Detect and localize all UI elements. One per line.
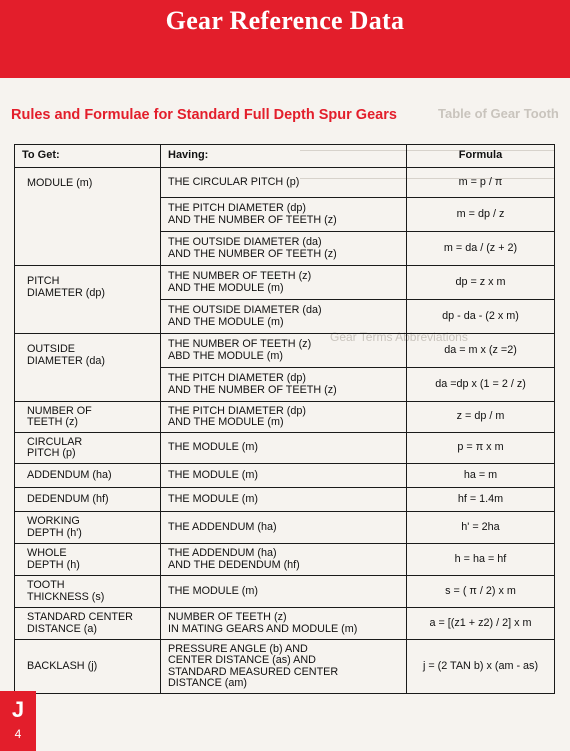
table-row bbox=[15, 402, 555, 433]
formula-cell: m = dp / z bbox=[407, 198, 555, 232]
to-get-cell: DEDENDUM (hf) bbox=[15, 488, 161, 512]
formula-table bbox=[14, 144, 555, 694]
having-cell: THE PITCH DIAMETER (dp) AND THE NUMBER OF TEETH (z) bbox=[161, 368, 407, 402]
having-cell: THE MODULE (m) bbox=[161, 488, 407, 512]
having-cell: THE ADDENDUM (ha) AND THE DEDENDUM (hf) bbox=[161, 544, 407, 576]
having-cell: THE MODULE (m) bbox=[161, 433, 407, 464]
formula-cell: a = [(z1 + z2) / 2] x m bbox=[407, 608, 555, 640]
formula-cell: m = da / (z + 2) bbox=[407, 232, 555, 266]
having-cell: THE CIRCULAR PITCH (p) bbox=[161, 168, 407, 198]
table-row bbox=[15, 608, 555, 640]
having-cell: THE NUMBER OF TEETH (z) AND THE MODULE (m) bbox=[161, 266, 407, 300]
column-header-to-get: To Get: bbox=[15, 145, 161, 168]
formula-cell: h' = 2ha bbox=[407, 512, 555, 544]
to-get-cell: NUMBER OF TEETH (z) bbox=[15, 402, 161, 433]
having-cell: THE MODULE (m) bbox=[161, 464, 407, 488]
page-header bbox=[0, 0, 570, 78]
having-cell: THE NUMBER OF TEETH (z) ABD THE MODULE (m) bbox=[161, 334, 407, 368]
to-get-cell: MODULE (m) bbox=[15, 168, 161, 266]
formula-cell: s = ( π / 2) x m bbox=[407, 576, 555, 608]
formula-cell: dp = z x m bbox=[407, 266, 555, 300]
table-row bbox=[15, 168, 555, 198]
section-tab bbox=[0, 691, 36, 751]
having-cell: PRESSURE ANGLE (b) AND CENTER DISTANCE (as) AND STANDARD MEASURED CENTER DISTANCE (am) bbox=[161, 640, 407, 694]
page-number: 4 bbox=[14, 727, 22, 741]
formula-cell: dp - da - (2 x m) bbox=[407, 300, 555, 334]
to-get-cell: ADDENDUM (ha) bbox=[15, 464, 161, 488]
having-cell: THE PITCH DIAMETER (dp) AND THE NUMBER OF TEETH (z) bbox=[161, 198, 407, 232]
to-get-cell: WORKING DEPTH (h') bbox=[15, 512, 161, 544]
table-row bbox=[15, 266, 555, 300]
having-cell: NUMBER OF TEETH (z) IN MATING GEARS AND MODULE (m) bbox=[161, 608, 407, 640]
table-row bbox=[15, 464, 555, 488]
formula-cell: z = dp / m bbox=[407, 402, 555, 433]
to-get-cell: OUTSIDE DIAMETER (da) bbox=[15, 334, 161, 402]
having-cell: THE PITCH DIAMETER (dp) AND THE MODULE (m) bbox=[161, 402, 407, 433]
having-cell: THE ADDENDUM (ha) bbox=[161, 512, 407, 544]
formula-cell: j = (2 TAN b) x (am - as) bbox=[407, 640, 555, 694]
table-row bbox=[15, 576, 555, 608]
table-row bbox=[15, 334, 555, 368]
to-get-cell: TOOTH THICKNESS (s) bbox=[15, 576, 161, 608]
formula-cell: ha = m bbox=[407, 464, 555, 488]
having-cell: THE OUTSIDE DIAMETER (da) AND THE NUMBER OF TEETH (z) bbox=[161, 232, 407, 266]
formula-cell: m = p / π bbox=[407, 168, 555, 198]
to-get-cell: CIRCULAR PITCH (p) bbox=[15, 433, 161, 464]
column-header-having: Having: bbox=[161, 145, 407, 168]
table-row bbox=[15, 512, 555, 544]
formula-cell: da =dp x (1 = 2 / z) bbox=[407, 368, 555, 402]
to-get-cell: WHOLE DEPTH (h) bbox=[15, 544, 161, 576]
having-cell: THE OUTSIDE DIAMETER (da) AND THE MODULE (m) bbox=[161, 300, 407, 334]
formula-cell: p = π x m bbox=[407, 433, 555, 464]
table-row bbox=[15, 488, 555, 512]
table-body bbox=[15, 168, 555, 694]
formula-cell: hf = 1.4m bbox=[407, 488, 555, 512]
table-header-row bbox=[15, 145, 555, 168]
to-get-cell: STANDARD CENTER DISTANCE (a) bbox=[15, 608, 161, 640]
column-header-formula: Formula bbox=[407, 145, 555, 168]
to-get-cell: BACKLASH (j) bbox=[15, 640, 161, 694]
tab-letter: J bbox=[11, 697, 25, 722]
table-row bbox=[15, 433, 555, 464]
bleed-through-text: Table of Gear Tooth bbox=[438, 106, 559, 121]
table-row bbox=[15, 640, 555, 694]
formula-cell: h = ha = hf bbox=[407, 544, 555, 576]
to-get-cell: PITCH DIAMETER (dp) bbox=[15, 266, 161, 334]
bleed-through-text: Gear Terms Abbreviations bbox=[330, 330, 468, 344]
formula-cell: da = m x (z =2) bbox=[407, 334, 555, 368]
page-title: Gear Reference Data bbox=[165, 6, 405, 35]
section-title: Rules and Formulae for Standard Full Depth Spur Gears bbox=[11, 107, 397, 123]
table-row bbox=[15, 544, 555, 576]
having-cell: THE MODULE (m) bbox=[161, 576, 407, 608]
